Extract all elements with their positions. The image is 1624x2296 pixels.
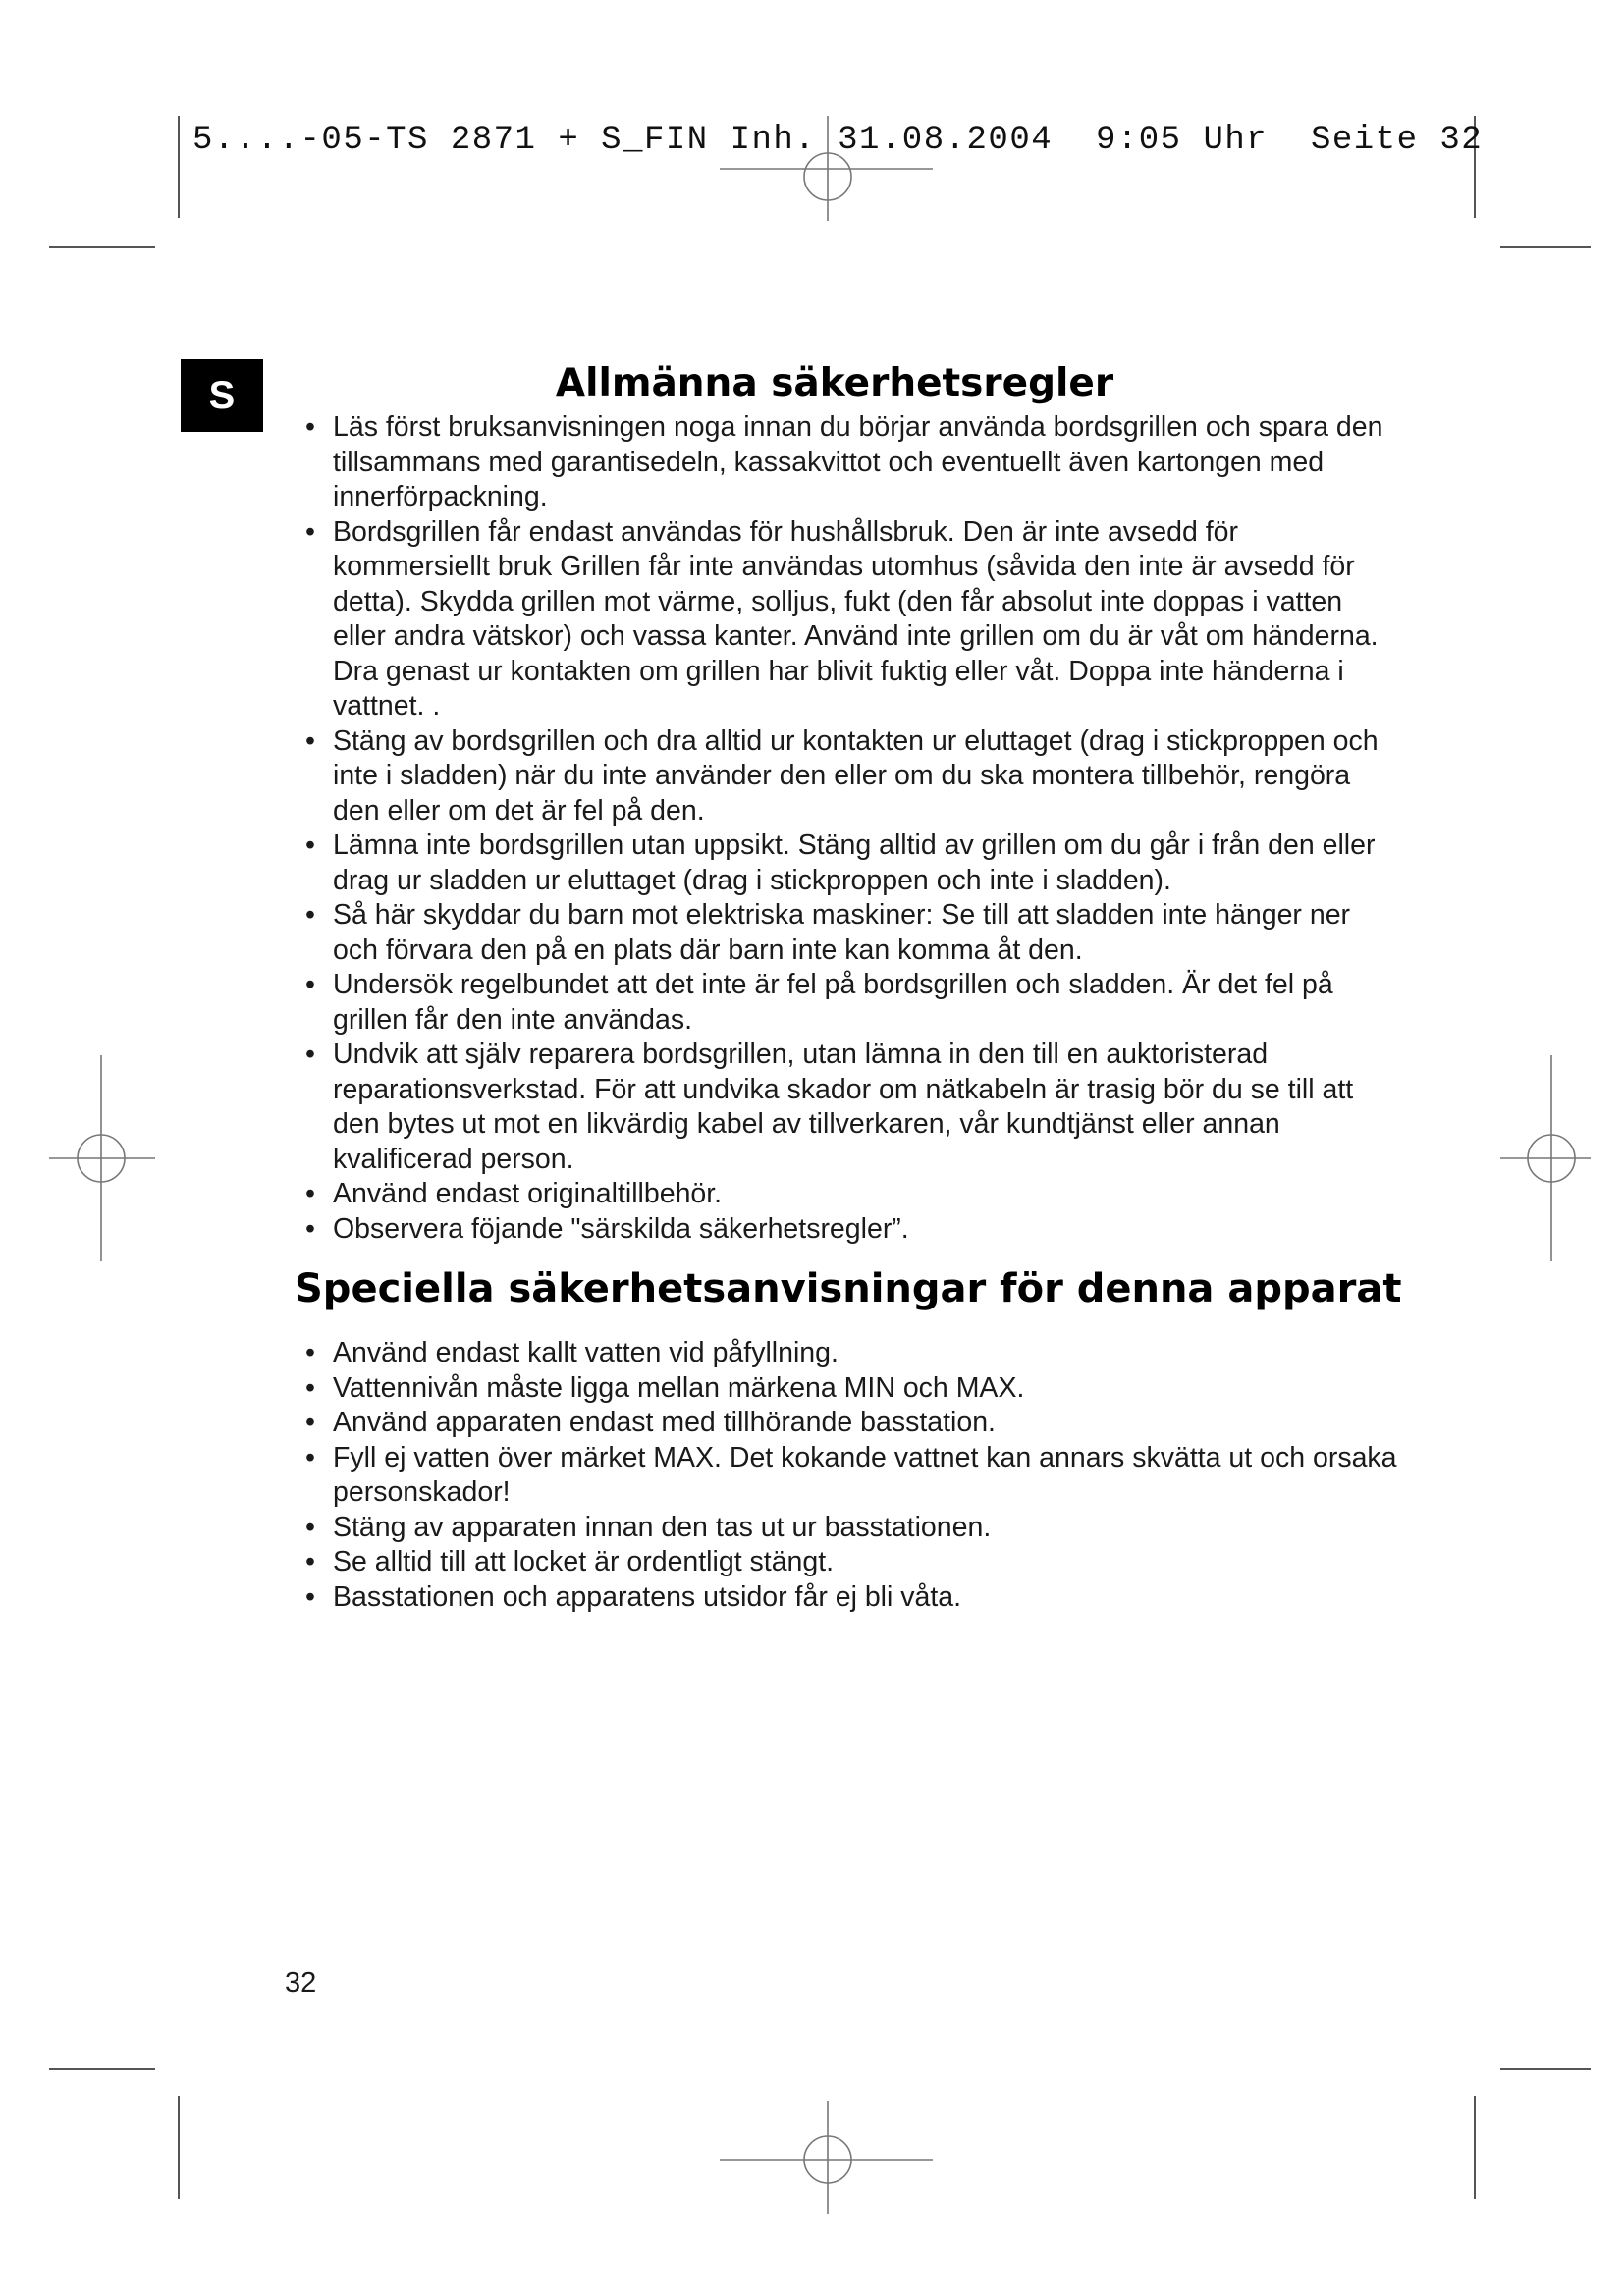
special-safety-heading: Speciella säkerhetsanvisningar för denna apparat <box>295 1266 1402 1311</box>
list-item: • Använd endast originaltillbehör. <box>279 1177 1398 1212</box>
registration-mark-left <box>49 1055 155 1261</box>
registration-mark-bottom <box>720 2101 933 2214</box>
general-safety-list <box>279 410 1398 1247</box>
list-item: • Använd apparaten endast med tillhörande basstation. <box>279 1406 1398 1441</box>
list-item: • Basstationen och apparatens utsidor får ej bli våta. <box>279 1580 1398 1616</box>
registration-mark-right <box>1500 1055 1591 1261</box>
special-safety-list <box>279 1336 1398 1615</box>
print-slug-line: 5....-05-TS 2871 + S_FIN Inh. 31.08.2004 9:05 Uhr Seite 32 <box>192 122 1484 159</box>
list-item: • Undersök regelbundet att det inte är fel på bordsgrillen och sladden. Är det fel på grillen får den inte användas. <box>279 968 1398 1038</box>
list-item: • Läs först bruksanvisningen noga innan du börjar använda bordsgrillen och spara den tillsammans med garantisedeln, kassakvittot och eventuellt även kartongen med innerförpackning. <box>279 410 1398 515</box>
list-item: • Vattennivån måste ligga mellan märkena MIN och MAX. <box>279 1371 1398 1407</box>
page-number: 32 <box>285 1967 317 1999</box>
list-item: • Använd endast kallt vatten vid påfyllning. <box>279 1336 1398 1371</box>
language-tab: S <box>181 359 263 432</box>
list-item: • Så här skyddar du barn mot elektriska maskiner: Se till att sladden inte hänger ner och förvara den på en plats där barn inte kan komma åt den. <box>279 898 1398 968</box>
list-item: • Undvik att själv reparera bordsgrillen, utan lämna in den till en auktoristerad reparationsverkstad. För att undvika skador om nätkabeln är trasig bör du se till att den bytes ut mot en likvärdig kabel av tillverkaren, vår kundtjänst eller annan kvalificerad person. <box>279 1038 1398 1177</box>
list-item: • Lämna inte bordsgrillen utan uppsikt. Stäng alltid av grillen om du går i från den eller drag ur sladden ur eluttaget (drag i stickproppen och inte i sladden). <box>279 828 1398 898</box>
list-item: • Bordsgrillen får endast användas för hushållsbruk. Den är inte avsedd för kommersiellt bruk Grillen får inte användas utomhus (såvida den inte är avsedd för detta). Skydda grillen mot värme, solljus, fukt (den får absolut inte doppas i vatten eller andra vätskor) och vassa kanter. Använd inte grillen om du är våt om händerna. Dra genast ur kontakten om grillen har blivit fuktig eller våt. Doppa inte händerna i vattnet. . <box>279 515 1398 724</box>
list-item: • Fyll ej vatten över märket MAX. Det kokande vattnet kan annars skvätta ut och orsaka personskador! <box>279 1441 1398 1511</box>
list-item: • Stäng av apparaten innan den tas ut ur basstationen. <box>279 1511 1398 1546</box>
list-item: • Se alltid till att locket är ordentligt stängt. <box>279 1545 1398 1580</box>
list-item: • Observera föjande "särskilda säkerhetsregler”. <box>279 1212 1398 1248</box>
general-safety-heading: Allmänna säkerhetsregler <box>555 361 1114 405</box>
list-item: • Stäng av bordsgrillen och dra alltid ur kontakten ur eluttaget (drag i stickproppen och inte i sladden) när du inte använder den eller om du ska montera tillbehör, rengöra den eller om det är fel på den. <box>279 724 1398 829</box>
